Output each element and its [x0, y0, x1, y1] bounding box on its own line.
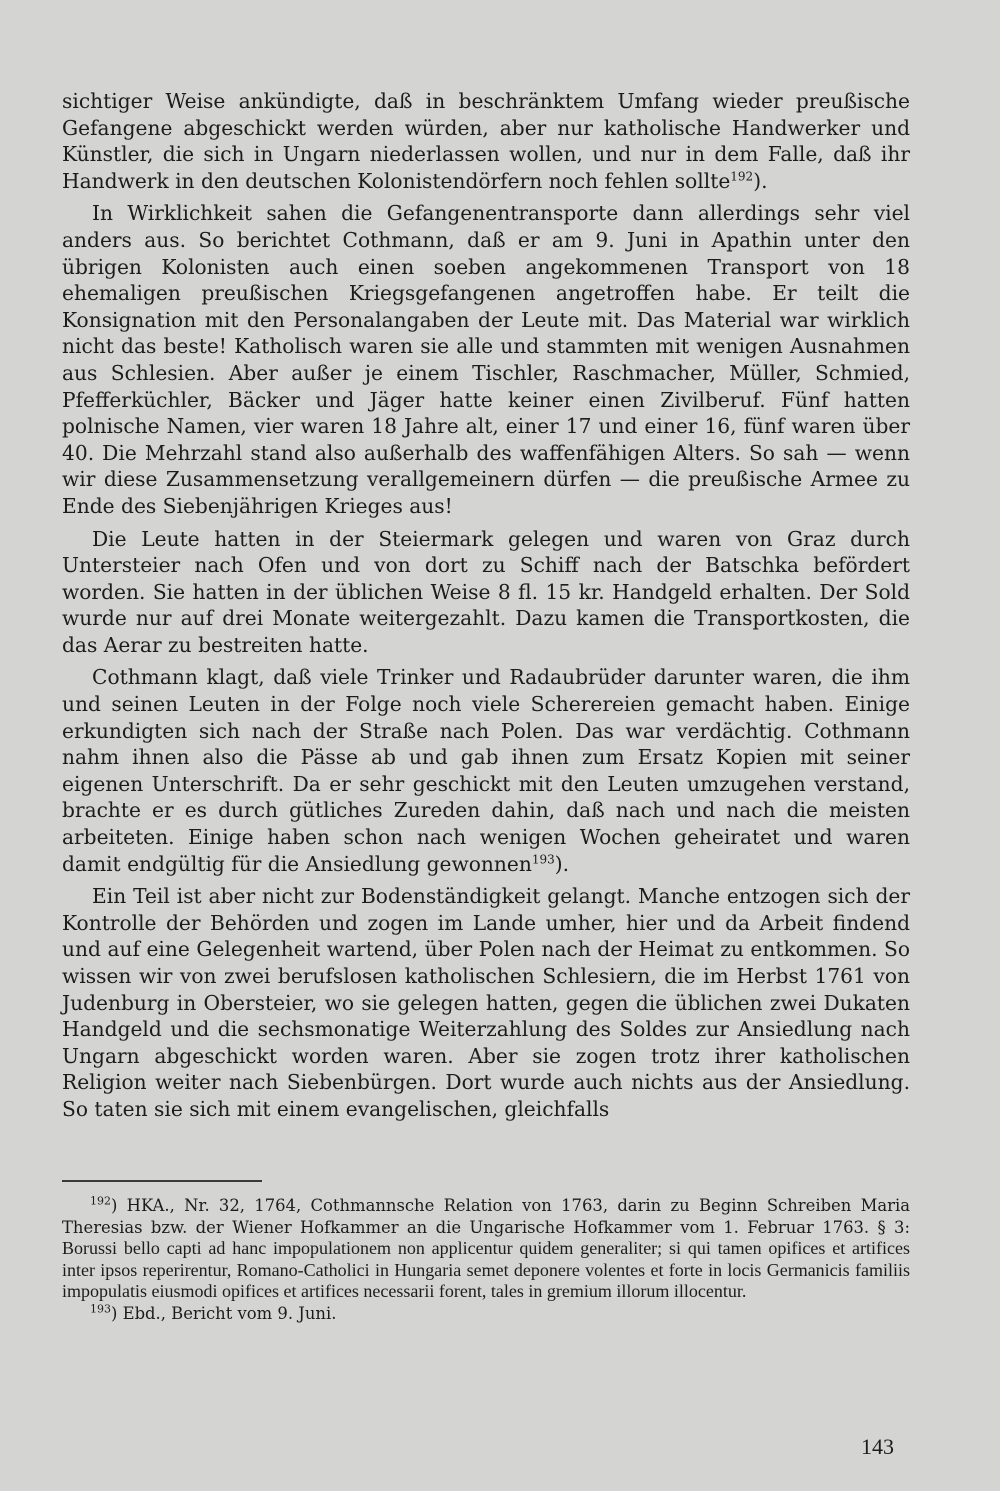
- footnote-number: 192: [90, 1194, 111, 1208]
- paragraph-1-text: sichtiger Weise ankündigte, daß in beschränktem Umfang wieder preußische Gefangene abgeschickt werden würden, aber nur katholische Handwerker und Künstler, die sich in Ungarn niederlassen wollen, und nur in dem Falle, daß ihr Handwerk in den deutschen Kolonistendörfern noch fehlen sollte: [62, 89, 910, 193]
- paragraph-3: [62, 526, 910, 659]
- footnote-divider: [62, 1180, 262, 1182]
- paragraph-2-text: In Wirklichkeit sahen die Gefangenentransporte dann allerdings sehr viel anders aus. So berichtet Cothmann, daß er am 9. Juni in Apathin unter den übrigen Kolonisten auch einen soeben angekommenen Transport von 18 ehemaligen preußischen Kriegsgefangenen angetroffen habe. Er teilt die Konsignation mit den Personalangaben der Leute mit. Das Material war wirklich nicht das beste! Katholisch waren sie alle und stammten mit wenigen Ausnahmen aus Schlesien. Aber außer je einem Tischler, Raschmacher, Müller, Schmied, Pfefferküchler, Bäcker und Jäger hatte keiner einen Zivilberuf. Fünf hatten polnische Namen, vier waren 18 Jahre alt, einer 17 und einer 16, fünf waren über 40. Die Mehrzahl stand also außerhalb des waffenfähigen Alters. So sah — wenn wir diese Zusammensetzung verallgemeinern dürfen — die preußische Armee zu Ende des Siebenjährigen Krieges aus!: [62, 201, 910, 518]
- footnotes: [62, 1195, 910, 1325]
- paragraph-4-text: Cothmann klagt, daß viele Trinker und Radaubrüder darunter waren, die ihm und seinen Leuten in der Folge noch viele Scherereien gemacht haben. Einige erkundigten sich nach der Straße nach Polen. Das war verdächtig. Cothmann nahm ihnen also die Pässe ab und gab ihnen zum Ersatz Kopien mit seiner eigenen Unterschrift. Da er sehr geschickt mit den Leuten umzugehen verstand, brachte er es durch gütliches Zureden dahin, daß nach und nach die meisten arbeiteten. Einige haben schon nach wenigen Wochen geheiratet und waren damit endgültig für die Ansiedlung gewonnen: [62, 665, 910, 876]
- paragraph-5: [62, 883, 910, 1122]
- paragraph-1: [62, 88, 910, 194]
- main-text: [62, 88, 910, 1129]
- paragraph-2: [62, 200, 910, 519]
- paragraph-1-tail: ).: [753, 168, 768, 193]
- paragraph-5-text: Ein Teil ist aber nicht zur Bodenständigkeit gelangt. Manche entzogen sich der Kontrolle der Behörden und zogen im Lande umher, hier und da Arbeit findend und auf eine Gelegenheit wartend, über Polen nach der Heimat zu entkommen. So wissen wir von zwei berufslosen katholischen Schlesiern, die im Herbst 1761 von Judenburg in Obersteier, wo sie gelegen hatten, gegen die üblichen zwei Dukaten Handgeld und die sechsmonatige Weiterzahlung des Soldes zur Ansiedlung nach Ungarn abgeschickt worden waren. Aber sie zogen trotz ihrer katholischen Religion weiter nach Siebenbürgen. Dort wurde auch nichts aus der Ansiedlung. So taten sie sich mit einem evangelischen, gleichfalls: [62, 884, 910, 1121]
- paragraph-4-tail: ).: [554, 851, 570, 876]
- footnote-text-german: ) Ebd., Bericht vom 9. Juni.: [111, 1303, 337, 1323]
- footnote-text-latin: Borussi bello capti ad hanc impopulationem non applicentur quidem generaliter; si qui tamen opifices et artifices inter ipsos reperirentur, Romano-Catholici in Hungaria semet deponere volentes et forte in locis Germanicis familiis impopulatis eiusmodi opifices et artifices necessarii forent, tales in gremium illorum illocentur.: [62, 1238, 910, 1302]
- footnote-ref-193[interactable]: 193: [531, 851, 555, 866]
- footnote-193: [62, 1303, 910, 1325]
- paragraph-4: [62, 664, 910, 877]
- footnote-number: 193: [90, 1302, 111, 1316]
- footnote-text-german: ) HKA., Nr. 32, 1764, Cothmannsche Relation von 1763, darin zu Beginn Schreiben Maria Theresias bzw. der Wiener Hofkammer an die Ungarische Hofkammer vom 1. Februar 1763. § 3:: [62, 1196, 910, 1237]
- footnote-192: [62, 1195, 910, 1303]
- footnote-ref-192[interactable]: 192: [730, 169, 754, 184]
- page-number: 143: [861, 1434, 894, 1459]
- paragraph-3-text: Die Leute hatten in der Steiermark gelegen und waren von Graz durch Untersteier nach Ofen und von dort zu Schiff nach der Batschka befördert worden. Sie hatten in der üblichen Weise 8 fl. 15 kr. Handgeld erhalten. Der Sold wurde nur auf drei Monate weitergezahlt. Dazu kamen die Transportkosten, die das Aerar zu bestreiten hatte.: [62, 526, 910, 657]
